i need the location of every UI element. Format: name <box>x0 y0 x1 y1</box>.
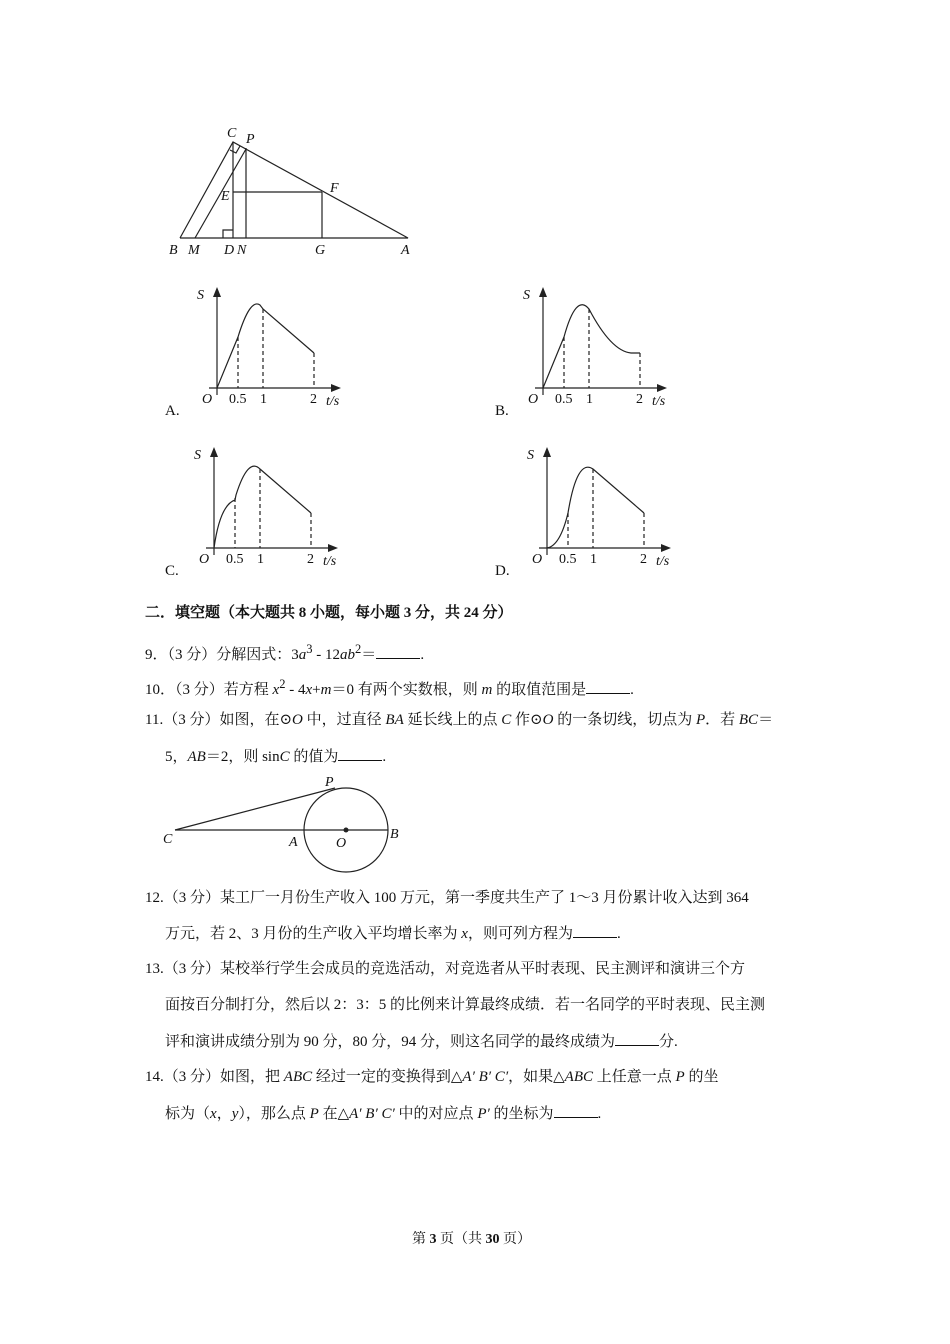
question-13-line2: 面按百分制打分，然后以 2：3：5 的比例来计算最终成绩．若一名同学的平时表现、民主测 <box>165 997 766 1013</box>
question-12-line1 <box>145 888 749 908</box>
axis-x-label: t/s <box>323 554 337 568</box>
q-exp: 2 <box>279 677 286 691</box>
q-text: 分. <box>659 1034 678 1050</box>
origin-label: O <box>532 552 543 567</box>
axis-x-label: t/s <box>326 394 340 408</box>
q-text: 的一条切线，切点为 <box>553 712 696 728</box>
q-text: ＝0 有两个实数根，则 <box>331 682 482 698</box>
q-text: 的坐 <box>684 1069 719 1085</box>
q-number: 10． <box>145 682 176 698</box>
q-var: BA <box>385 712 404 728</box>
q-text: ），那么点 <box>238 1106 310 1122</box>
question-11-line1 <box>145 710 773 730</box>
q-number: 9． <box>145 647 168 663</box>
origin-label: O <box>528 392 539 407</box>
q-var: x <box>461 926 468 942</box>
origin-label: O <box>202 392 213 407</box>
q-score: （3 分） <box>163 961 221 977</box>
q-var: BC <box>738 712 759 728</box>
question-11-line2 <box>165 746 386 767</box>
page-total: 30 <box>485 1232 500 1247</box>
q-text: 作⊙ <box>511 712 543 728</box>
q-text: ，如果△ <box>508 1069 565 1085</box>
q-score: （3 分） <box>167 647 217 663</box>
q-var: ABC <box>564 1069 593 1085</box>
q-var: C <box>501 712 512 728</box>
tick-label: 1 <box>260 392 267 407</box>
tick-label: 2 <box>636 392 643 407</box>
q-var: AB <box>187 749 206 765</box>
tick-label: 2 <box>310 392 317 407</box>
q-var: m <box>481 682 493 698</box>
question-13-line1 <box>145 959 745 979</box>
tick-label: 0.5 <box>555 392 573 407</box>
q-text: 延长线上的点 <box>403 712 502 728</box>
q-text: 中的对应点 <box>394 1106 478 1122</box>
graph-option-b <box>521 283 691 408</box>
q-text: 上任意一点 <box>593 1069 676 1085</box>
q-text: 评和演讲成绩分别为 90 分，80 分，94 分，则这名同学的最终成绩为 <box>165 1034 616 1050</box>
page-footer <box>412 1230 531 1250</box>
label-P: P <box>325 775 334 790</box>
tick-label: 1 <box>590 552 597 567</box>
tick-label: 1 <box>586 392 593 407</box>
graph-option-c <box>192 443 362 568</box>
tick-label: 0.5 <box>229 392 247 407</box>
q-var: P <box>675 1069 685 1085</box>
q-text: 在△ <box>318 1106 350 1122</box>
label-B: B <box>390 827 399 842</box>
q-text: 分解因式：3 <box>216 647 299 663</box>
q-text: 经过一定的变换得到△ <box>312 1069 463 1085</box>
option-label: D. <box>495 563 510 579</box>
q-text: - 4 <box>285 682 306 698</box>
q-exp: 3 <box>306 642 313 656</box>
footer-text: 第 <box>412 1232 430 1247</box>
q-var: O <box>292 712 303 728</box>
q-text: . <box>616 926 621 942</box>
origin-label: O <box>199 552 210 567</box>
question-13-line3 <box>165 1031 678 1052</box>
label-A: A <box>289 835 298 850</box>
label-B: B <box>169 243 178 258</box>
q-text: ＝2，则 sin <box>205 749 280 765</box>
q-text: 的值为 <box>289 749 339 765</box>
q-text: 某工厂一月份生产收入 100 万元，第一季度共生产了 1～3 月份累计收入达到 364 <box>220 890 749 906</box>
q-text: - 12 <box>312 647 341 663</box>
q-text: . <box>382 749 387 765</box>
q-number: 14. <box>145 1069 164 1085</box>
axis-y-label: S <box>197 288 204 303</box>
q-text: ， <box>216 1106 232 1122</box>
label-E: E <box>221 189 230 204</box>
q-var: x <box>210 1106 217 1122</box>
graph-option-a <box>195 283 365 408</box>
q-var: x <box>272 682 280 698</box>
question-10 <box>145 674 634 700</box>
q-text: . <box>630 682 634 698</box>
graph-option-d <box>525 443 695 568</box>
q-text: . <box>420 647 425 663</box>
q-text: . <box>597 1106 602 1122</box>
q-var: P <box>695 712 706 728</box>
q-text: 若方程 <box>223 682 273 698</box>
axis-y-label: S <box>194 448 201 463</box>
q-var: ab <box>340 647 356 663</box>
q-var: ABC <box>283 1069 313 1085</box>
label-M: M <box>188 243 200 258</box>
q-var: O <box>542 712 554 728</box>
q-number: 13. <box>145 961 164 977</box>
question-14-line1 <box>145 1067 718 1087</box>
answer-blank[interactable] <box>573 923 617 938</box>
axis-y-label: S <box>527 448 534 463</box>
q-var: a <box>298 647 307 663</box>
label-O: O <box>336 836 347 851</box>
option-label: A. <box>165 403 180 419</box>
label-N: N <box>237 243 247 258</box>
tick-label: 2 <box>307 552 314 567</box>
q-var: A′ B′ C′ <box>349 1106 395 1122</box>
label-P: P <box>246 132 255 147</box>
q-text: 如图，把 <box>220 1069 284 1085</box>
q-score: （3 分） <box>163 1069 221 1085</box>
q-text: 的坐标为 <box>489 1106 554 1122</box>
q-number: 11. <box>145 712 164 728</box>
question-14-line2 <box>165 1103 601 1124</box>
q-text: 的取值范围是 <box>492 682 587 698</box>
q-text: 中，过直径 <box>302 712 386 728</box>
label-C: C <box>227 126 237 141</box>
option-label: C. <box>165 563 179 579</box>
answer-blank[interactable] <box>586 679 630 694</box>
q-var: C <box>279 749 290 765</box>
answer-blank[interactable] <box>376 644 420 659</box>
q-var: y <box>231 1106 239 1122</box>
q-text: 某校举行学生会成员的竞选活动，对竞选者从平时表现、民主测评和演讲三个方 <box>220 961 746 977</box>
label-A: A <box>401 243 410 258</box>
q-score: （3 分） <box>175 682 224 698</box>
q-var: m <box>320 682 332 698</box>
q-text: + <box>312 682 321 698</box>
answer-blank[interactable] <box>554 1103 598 1118</box>
label-G: G <box>315 243 326 258</box>
q-var: P <box>309 1106 319 1122</box>
triangle-figure <box>160 120 420 260</box>
q-var: x <box>305 682 313 698</box>
label-D: D <box>224 243 235 258</box>
axis-x-label: t/s <box>652 394 666 408</box>
tick-label: 0.5 <box>226 552 244 567</box>
axis-y-label: S <box>523 288 530 303</box>
footer-text: 页） <box>499 1232 531 1247</box>
label-C: C <box>163 832 173 847</box>
tick-label: 1 <box>257 552 264 567</box>
q-text: ，则可列方程为 <box>467 926 573 942</box>
q-text: ＝ <box>361 647 377 663</box>
question-12-line2 <box>165 923 621 944</box>
q-exp: 2 <box>355 642 362 656</box>
tick-label: 0.5 <box>559 552 577 567</box>
axis-x-label: t/s <box>656 554 670 568</box>
q-number: 12. <box>145 890 164 906</box>
q-score: （3 分） <box>163 890 221 906</box>
q-var: A′ B′ C′ <box>462 1069 509 1085</box>
q-text: 5， <box>165 749 188 765</box>
q-text: 标为（ <box>165 1106 211 1122</box>
answer-blank[interactable] <box>338 746 382 761</box>
section-title: 二．填空题（本大题共 8 小题，每小题 3 分，共 24 分） <box>145 605 513 621</box>
option-label: B. <box>495 403 509 419</box>
label-F: F <box>330 181 339 196</box>
q-text: ＝ <box>758 712 774 728</box>
q-text: 如图，在⊙ <box>219 712 293 728</box>
answer-blank[interactable] <box>615 1031 659 1046</box>
q-text: ．若 <box>705 712 739 728</box>
q-var: P′ <box>477 1106 490 1122</box>
q-score: （3 分） <box>163 712 220 728</box>
circle-tangent-figure <box>155 770 415 880</box>
footer-text: 页（共 <box>436 1232 486 1247</box>
page-number: 3 <box>429 1232 437 1247</box>
q-text: 万元，若 2、3 月份的生产收入平均增长率为 <box>165 926 462 942</box>
question-9 <box>145 639 424 665</box>
tick-label: 2 <box>640 552 647 567</box>
